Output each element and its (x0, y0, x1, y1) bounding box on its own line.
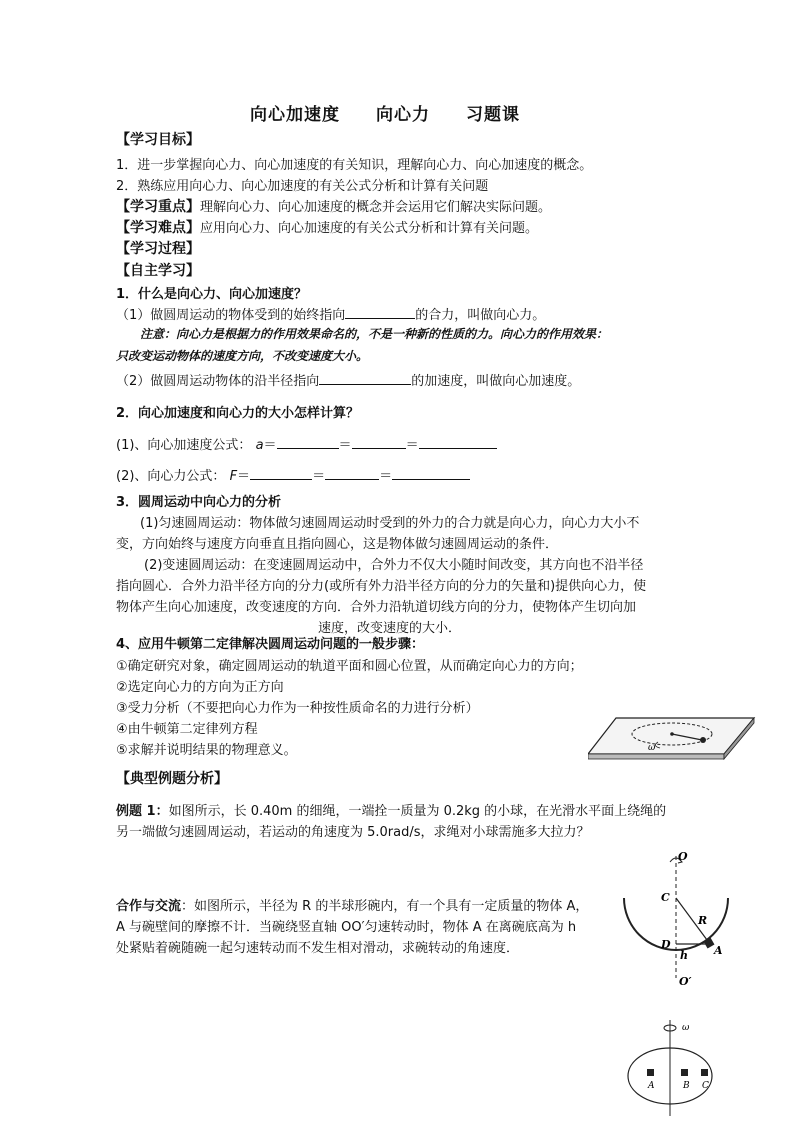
q1-line1 (116, 304, 545, 323)
key-point (116, 196, 551, 216)
answer-blank (325, 467, 379, 480)
label-r: R (698, 914, 708, 927)
answer-blank (419, 436, 497, 449)
q1-note-line1: 注意：向心力是根据力的作用效果命名的，不是一种新的性质的力。向心力的作用效果： (140, 327, 609, 341)
force-label: (2)、向心力公式： (116, 469, 226, 484)
goals-heading: 【学习目标】 (116, 132, 200, 148)
label-b: B (683, 1081, 690, 1091)
answer-blank (250, 467, 312, 480)
q1-line1-a: （1）做圆周运动的物体受到的始终指向 (116, 308, 346, 323)
acc-label: (1)、向心加速度公式： (116, 438, 252, 453)
goal-item-2: 2．熟练应用向心力、向心加速度的有关公式分析和计算有关问题 (116, 179, 489, 194)
example-1-line1 (116, 800, 666, 819)
coop-text1: ：如图所示，半径为 R 的半球形碗内，有一个具有一定质量的物体 A， (181, 899, 589, 914)
label-o: O (678, 850, 688, 863)
acc-var: a (255, 438, 264, 453)
step-2: ②选定向心力的方向为正方向 (116, 680, 284, 695)
q3-p1-line1: (1)匀速圆周运动：物体做匀速圆周运动时受到的外力的合力就是向心力，向心力大小不 (140, 516, 640, 531)
key-point-text: 理解向心力、向心加速度的概念并会运用它们解决实际问题。 (200, 200, 552, 215)
q1-line1-b: 的合力，叫做向心力。 (415, 308, 546, 323)
eq-sign: ＝ (263, 438, 277, 453)
eq-sign: ＝ (405, 438, 419, 453)
eq-sign: ＝ (379, 469, 393, 484)
q1-line2-b: 的加速度，叫做向心加速度。 (411, 374, 581, 389)
answer-blank (277, 436, 339, 449)
q3-p1-line2: 变，方向始终与速度方向垂直且指向圆心，这是物体做匀速圆周运动的条件． (116, 537, 559, 552)
difficulty (116, 217, 538, 237)
label-h: h (680, 949, 688, 962)
label-o-prime: O′ (679, 975, 692, 988)
difficulty-label: 【学习难点】 (116, 220, 200, 236)
acc-formula-line (116, 434, 497, 453)
q2-heading: 2．向心加速度和向心力的大小怎样计算？ (116, 406, 360, 421)
rotating-ball-plane-figure (588, 712, 758, 762)
goal-item-1: 1．进一步掌握向心力、向心加速度的有关知识，理解向心力、向心加速度的概念。 (116, 158, 593, 173)
process-heading: 【学习过程】 (116, 241, 200, 257)
coop-line1 (116, 895, 588, 914)
label-c: C (702, 1081, 709, 1091)
q3-p2-line2: 指向圆心．合外力沿半径方向的分力(或所有外力沿半径方向的分力的矢量和)提供向心力，使 (116, 579, 647, 594)
example-1-text1: 如图所示，长 0.40m 的细绳，一端拴一质量为 0.2kg 的小球，在光滑水平面上绕绳的 (168, 804, 667, 819)
coop-line2: A 与碗壁间的摩擦不计．当碗绕竖直轴 OO′匀速转动时，物体 A 在离碗底高为 h (116, 920, 577, 935)
page-title: 向心加速度 向心力 习题课 (250, 105, 520, 125)
step-5: ⑤求解并说明结果的物理意义。 (116, 743, 297, 758)
step-4: ④由牛顿第二定律列方程 (116, 722, 258, 737)
q4-heading: 4、应用牛顿第二定律解决圆周运动问题的一般步骤： (116, 637, 425, 652)
rotating-disk-figure (624, 1018, 724, 1118)
omega-label: ω (682, 1023, 690, 1033)
example-1-line2: 另一端做匀速圆周运动，若运动的角速度为 5.0rad/s，求绳对小球需施多大拉力？ (116, 825, 590, 840)
force-formula-line (116, 465, 470, 484)
force-var: F (229, 469, 238, 484)
label-d: D (661, 938, 671, 951)
eq-sign: ＝ (312, 469, 326, 484)
self-study-heading: 【自主学习】 (116, 263, 200, 279)
q3-p2-line1: (2)变速圆周运动：在变速圆周运动中，合外力不仅大小随时间改变，其方向也不沿半径 (144, 558, 644, 573)
q3-heading: 3．圆周运动中向心力的分析 (116, 495, 282, 510)
label-a: A (714, 944, 723, 957)
step-1: ①确定研究对象，确定圆周运动的轨道平面和圆心位置，从而确定向心力的方向； (116, 659, 583, 674)
label-a: A (648, 1081, 655, 1091)
q3-p2-line3: 物体产生向心加速度，改变速度的方向．合外力沿轨道切线方向的分力，使物体产生切向加 (116, 600, 637, 615)
step-3: ③受力分析（不要把向心力作为一种按性质命名的力进行分析） (116, 701, 479, 716)
examples-heading: 【典型例题分析】 (116, 771, 228, 787)
answer-blank (319, 372, 411, 385)
label-c: C (661, 891, 670, 904)
bowl-figure (618, 848, 738, 990)
eq-sign: ＝ (338, 438, 352, 453)
eq-sign: ＝ (237, 469, 251, 484)
difficulty-text: 应用向心力、向心加速度的有关公式分析和计算有关问题。 (200, 221, 539, 236)
example-1-label: 例题 1： (116, 804, 169, 819)
answer-blank (392, 467, 470, 480)
coop-label: 合作与交流 (116, 899, 182, 914)
answer-blank (345, 306, 415, 319)
q1-line2-a: （2）做圆周运动物体的沿半径指向 (116, 374, 320, 389)
answer-blank (352, 436, 406, 449)
coop-line3: 处紧贴着碗随碗一起匀速转动而不发生相对滑动，求碗转动的角速度． (116, 941, 520, 956)
q1-line2 (116, 370, 580, 389)
q3-p2-line4: 速度，改变速度的大小． (318, 621, 462, 636)
omega-label: ω (648, 743, 656, 753)
q1-heading: 1．什么是向心力、向心加速度？ (116, 287, 308, 302)
q1-note-line2: 只改变运动物体的速度方向，不改变速度大小。 (116, 349, 369, 363)
key-point-label: 【学习重点】 (116, 199, 200, 215)
